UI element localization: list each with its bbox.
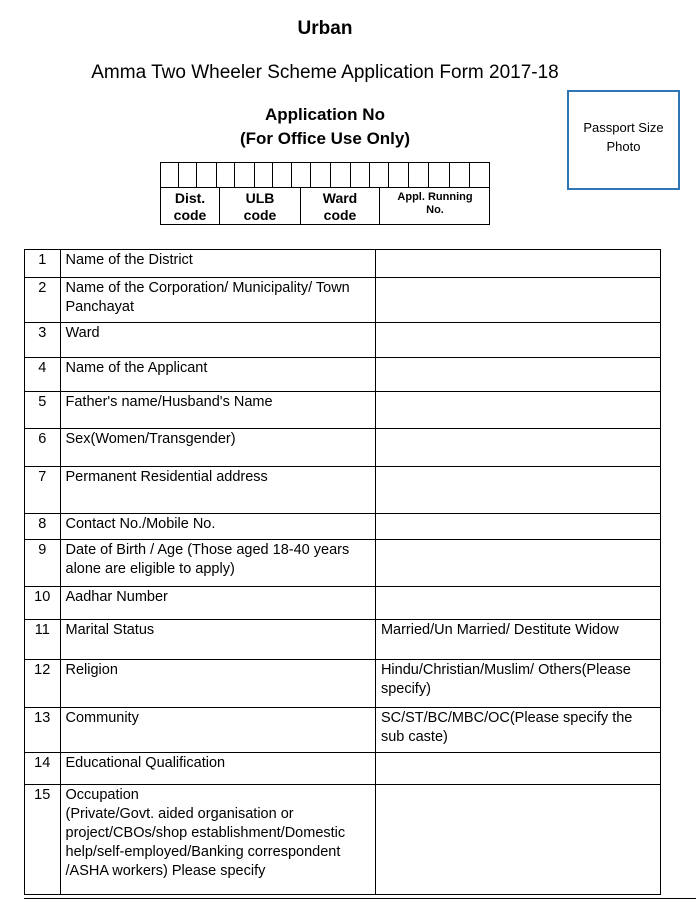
row-number: 5	[25, 392, 61, 429]
photo-label-line1: Passport Size	[583, 120, 664, 135]
row-number: 8	[25, 514, 61, 540]
table-row	[25, 620, 661, 660]
district-input[interactable]	[375, 250, 660, 278]
table-row	[25, 785, 661, 895]
table-row	[25, 514, 661, 540]
photo-label-line2: Photo	[606, 139, 641, 154]
row-number: 1	[25, 250, 61, 278]
page-bottom-rule	[24, 898, 696, 899]
table-row	[25, 467, 661, 514]
field-label: Name of the Corporation/ Municipality/ Town Panchayat	[60, 278, 375, 323]
row-number: 14	[25, 753, 61, 785]
row-number: 3	[25, 323, 61, 358]
passport-photo-box	[567, 90, 680, 190]
row-number: 2	[25, 278, 61, 323]
form-region-heading: Urban	[297, 18, 353, 39]
corporation-input[interactable]	[375, 278, 660, 323]
marital-status-input[interactable]: Married/Un Married/ Destitute Widow	[375, 620, 660, 660]
row-number: 9	[25, 540, 61, 587]
row-number: 12	[25, 660, 61, 708]
dist-code-label: Dist. code	[173, 190, 207, 223]
appl-running-no-label: Appl. Running No.	[379, 188, 490, 224]
contact-input[interactable]	[375, 514, 660, 540]
office-use-label: (For Office Use Only)	[239, 129, 411, 148]
field-label: Contact No./Mobile No.	[60, 514, 375, 540]
education-input[interactable]	[375, 753, 660, 785]
father-husband-name-input[interactable]	[375, 392, 660, 429]
field-label: Father's name/Husband's Name	[60, 392, 375, 429]
code-digit-row[interactable]	[160, 162, 490, 187]
field-label: Educational Qualification	[60, 753, 375, 785]
field-label: Marital Status	[60, 620, 375, 660]
field-label: Ward	[60, 323, 375, 358]
application-form-table	[24, 249, 661, 895]
field-label: Name of the District	[60, 250, 375, 278]
table-row	[25, 323, 661, 358]
table-row	[25, 540, 661, 587]
field-label	[60, 785, 375, 895]
row-number: 15	[25, 785, 61, 895]
sex-input[interactable]	[375, 429, 660, 467]
table-row	[25, 278, 661, 323]
ward-code-label: Ward code	[300, 188, 379, 224]
occupation-label: Occupation	[65, 787, 139, 803]
occupation-detail: (Private/Govt. aided organisation or project/CBOs/shop establishment/Domestic help/self-employed/Banking correspondent /ASHA workers) Please specify	[65, 806, 346, 879]
religion-input[interactable]: Hindu/Christian/Muslim/ Others(Please specify)	[375, 660, 660, 708]
address-input[interactable]	[375, 467, 660, 514]
field-label: Community	[60, 708, 375, 753]
field-label: Aadhar Number	[60, 587, 375, 620]
form-title: Amma Two Wheeler Scheme Application Form 2017-18	[91, 62, 559, 83]
row-number: 4	[25, 358, 61, 392]
row-number: 13	[25, 708, 61, 753]
ward-input[interactable]	[375, 323, 660, 358]
field-label: Date of Birth / Age (Those aged 18-40 years alone are eligible to apply)	[60, 540, 375, 587]
row-number: 7	[25, 467, 61, 514]
table-row	[25, 429, 661, 467]
application-no-label: Application No	[265, 105, 385, 124]
dob-age-input[interactable]	[375, 540, 660, 587]
community-input[interactable]: SC/ST/BC/MBC/OC(Please specify the sub caste)	[375, 708, 660, 753]
table-row	[25, 753, 661, 785]
table-row	[25, 587, 661, 620]
applicant-name-input[interactable]	[375, 358, 660, 392]
application-code-boxes	[160, 162, 490, 225]
field-label: Religion	[60, 660, 375, 708]
table-row	[25, 358, 661, 392]
field-label: Sex(Women/Transgender)	[60, 429, 375, 467]
field-label: Name of the Applicant	[60, 358, 375, 392]
field-label: Permanent Residential address	[60, 467, 375, 514]
row-number: 6	[25, 429, 61, 467]
table-row	[25, 660, 661, 708]
table-row	[25, 708, 661, 753]
table-row	[25, 392, 661, 429]
row-number: 10	[25, 587, 61, 620]
ulb-code-label: ULB code	[219, 188, 300, 224]
occupation-input[interactable]	[375, 785, 660, 895]
aadhar-input[interactable]	[375, 587, 660, 620]
application-no-heading	[180, 103, 470, 151]
table-row	[25, 250, 661, 278]
row-number: 11	[25, 620, 61, 660]
